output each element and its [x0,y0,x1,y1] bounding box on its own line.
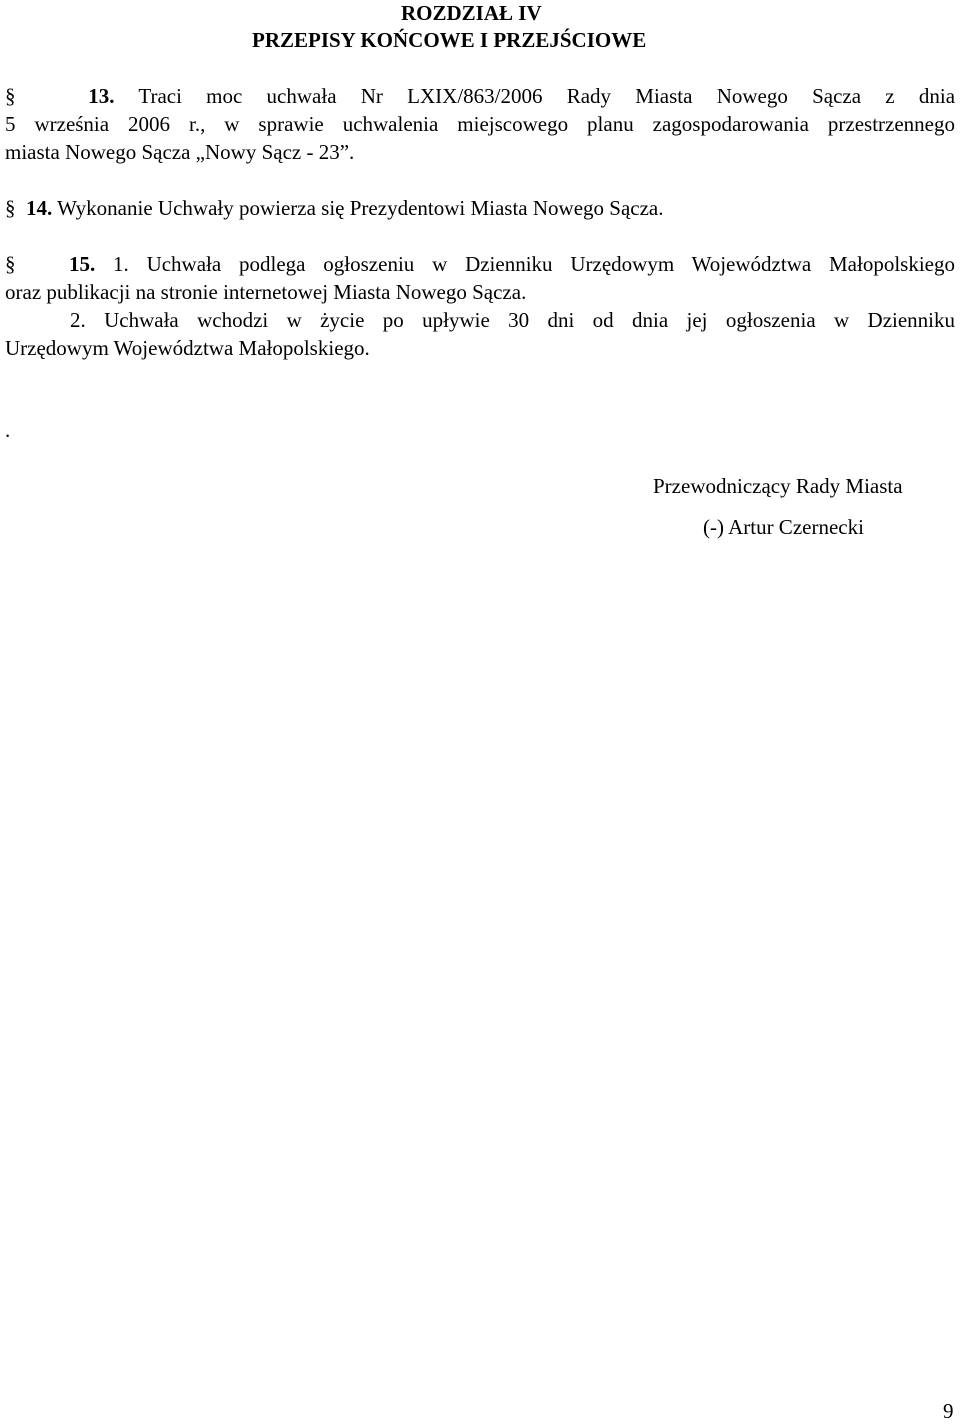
paragraph-14 [5,195,664,221]
item-number: 2. [70,308,86,332]
section-sign: § [5,196,16,220]
paragraph-13-line-1 [5,83,955,109]
item-text: Uchwała podlega ogłoszeniu w Dzienniku Urzędowym Województwa Małopolskiego [146,252,955,276]
signature-name: (-) Artur Czernecki [703,515,864,539]
paragraph-15-item-1-line-2: oraz publikacji na stronie internetowej Miasta Nowego Sącza. [5,280,527,304]
paragraph-15-item-2-line-2: Urzędowym Województwa Małopolskiego. [5,336,370,360]
paragraph-15-item-1-line-1 [5,251,955,277]
paragraph-text: Traci moc uchwała Nr LXIX/863/2006 Rady Miasta Nowego Sącza z dnia [138,84,956,108]
paragraph-15-item-2-line-1 [70,307,955,333]
paragraph-13-line-3: miasta Nowego Sącza „Nowy Sącz - 23”. [5,140,355,164]
paragraph-13-line-2: 5 września 2006 r., w sprawie uchwalenia miejscowego planu zagospodarowania przestrzennego [5,112,955,136]
page-number: 9 [943,1399,954,1423]
section-sign: § [5,252,16,276]
section-sign: § [5,84,16,108]
item-text: Uchwała wchodzi w życie po upływie 30 dni od dnia jej ogłoszenia w Dzienniku [104,308,956,332]
signature-role: Przewodniczący Rady Miasta [653,474,903,498]
paragraph-number: 15. [68,252,96,276]
paragraph-text: Wykonanie Uchwały powierza się Prezydentowi Miasta Nowego Sącza. [57,196,664,220]
paragraph-number: 13. [88,84,115,108]
chapter-title: ROZDZIAŁ IV [401,1,542,25]
paragraph-number: 14. [26,196,53,220]
stray-dot: . [5,418,11,442]
item-number: 1. [113,252,129,276]
chapter-subtitle: PRZEPISY KOŃCOWE I PRZEJŚCIOWE [252,28,647,52]
